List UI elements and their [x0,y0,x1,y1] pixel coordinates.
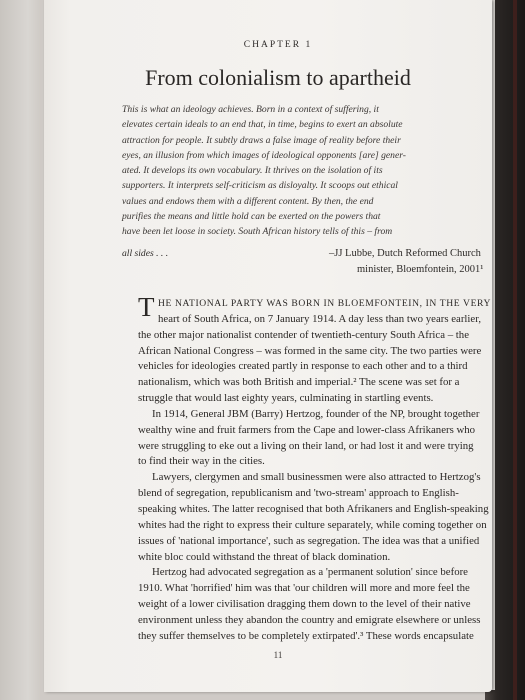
body-line: 1910. What 'horrified' him was that 'our children will more and more feel the [138,582,470,595]
body-line: Lawyers, clergymen and small businessmen were also attracted to Hertzog's [152,471,481,484]
body-line: they suffer themselves to be completely extirpated'.³ These words encapsulate [138,629,474,642]
epigraph-line: elevates certain ideals to an end that, in time, begins to exert an absolute [122,119,403,131]
body-text [138,292,503,645]
smallcaps-opening: HE NATIONAL PARTY WAS BORN IN BLOEMFONTEIN, IN THE VERY [158,298,492,309]
body-line: heart of South Africa, on 7 January 1914. A day less than two years earlier, [158,312,482,325]
body-first-line [138,296,503,312]
previous-page-edge [0,0,40,700]
body-line: African National Congress – was formed in the same city. The two parties were [138,344,482,357]
body-line: blend of segregation, republicanism and 'two-stream' approach to English- [138,487,459,500]
body-line: environment unless they abandon the country and emigrate elsewhere or unless [138,613,481,626]
chapter-title: From colonialism to apartheid [145,65,411,90]
attribution-role: minister, Bloemfontein, 2001¹ [357,264,484,275]
epigraph-line: values and endows them with a different content. By then, the end [122,195,374,207]
body-line: speaking whites. The latter recognised that both Afrikaners and English-speaking [138,502,489,515]
epigraph [122,102,496,240]
epigraph-line: This is what an ideology achieves. Born in a context of suffering, it [122,104,379,115]
body-line: nationalism, which was both British and imperial.² The scene was set for a [138,376,460,389]
cover-spine-edge [513,0,517,700]
attribution-author: –JJ Lubbe, Dutch Reformed Church [329,248,481,259]
body-line: to find their way in the cities. [138,455,265,468]
epigraph-line: have been let loose in society. South African history tells of this – from [122,226,393,238]
epigraph-last-line: all sides . . . [122,248,169,259]
body-line: Hertzog had advocated segregation as a 'permanent solution' since before [152,566,468,579]
body-line: weight of a lower civilisation dragging them down to the level of their native [138,598,471,611]
epigraph-line: purifies the means and little hold can be exerted on the powers that [122,211,381,223]
body-line: vehicles for ideologies created partly in response to each other and to a third [138,360,468,373]
epigraph-line: eyes, an illusion from which images of ideological opponents [are] gener- [122,149,406,161]
body-line: whites had the right to express their culture separately, while coming together on [138,518,487,531]
chapter-label: CHAPTER 1 [243,40,313,50]
drop-cap: T [138,292,155,322]
body-line: white bloc could withstand the threat of black domination. [138,550,391,563]
body-line: In 1914, General JBM (Barry) Hertzog, founder of the NP, brought together [152,407,480,420]
body-line: wealthy wine and fruit farmers from the Cape and lower-class Afrikaners who [138,423,476,436]
page-number: 11 [273,650,283,660]
body-line: the other major nationalist contender of twentieth-century South Africa – the [138,328,470,341]
epigraph-line: attraction for people. It subtly draws a false image of reality before their [122,134,401,146]
body-line: struggle that would last eighty years, culminating in startling events. [138,392,434,405]
epigraph-line: ated. It develops its own vocabulary. It thrives on the isolation of its [122,165,383,177]
body-line: issues of 'national importance', such as segregation. The idea was that a unified [138,534,480,547]
epigraph-line: supporters. It interprets self-criticism as disloyalty. It scoops out ethical [122,180,398,192]
book-page [44,0,492,692]
body-line: were struggling to eke out a living on their land, or had lost it and were trying [138,439,474,452]
